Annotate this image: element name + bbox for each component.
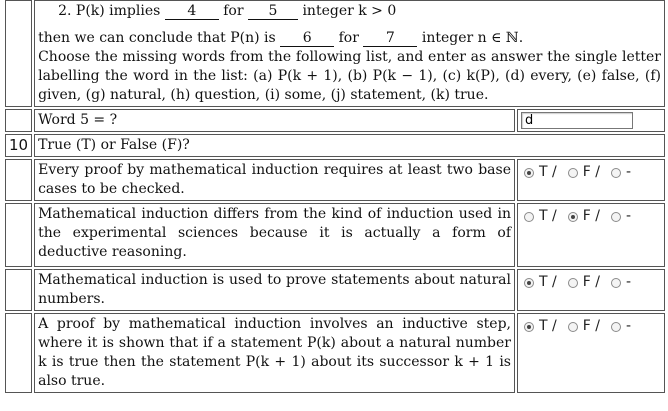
q10-prompt-cell	[34, 134, 665, 157]
row-number-cell	[5, 203, 32, 267]
statement-line-2	[38, 29, 661, 48]
row-number-cell	[5, 313, 32, 393]
radio-true-3[interactable]	[524, 278, 534, 288]
option-label-false: F /	[582, 274, 600, 290]
statement-text-4: A proof by mathematical induction involves an inductive step, where it is shown that if a statement P(k) about a natural number k is true then the statement P(k + 1) about its successor k + 1 is also true.	[34, 313, 515, 393]
option-label-true: T /	[539, 274, 557, 290]
radio-true-4[interactable]	[524, 322, 534, 332]
row-number-cell	[5, 0, 32, 107]
word5-answer-input[interactable]	[521, 112, 633, 129]
radio-false-2[interactable]	[568, 212, 578, 222]
radio-false-4[interactable]	[568, 322, 578, 332]
statement-text-3: Mathematical induction is used to prove statements about natural numbers.	[34, 269, 515, 311]
blank-6: 6	[280, 30, 334, 47]
item-number: 2.	[58, 3, 72, 19]
option-label-true: T /	[539, 208, 557, 224]
word5-label: Word 5 = ?	[38, 112, 118, 128]
statement-line-1	[38, 2, 661, 21]
statement-row-3	[5, 269, 665, 311]
row-number-cell	[5, 269, 32, 311]
radio-none-2[interactable]	[611, 212, 621, 222]
option-label-false: F /	[582, 318, 600, 334]
question-text-row	[5, 0, 665, 107]
text-segment: integer k > 0	[302, 3, 397, 19]
tf-radio-group-2	[521, 205, 661, 226]
radio-false-1[interactable]	[568, 168, 578, 178]
option-label-false: F /	[582, 164, 600, 180]
radio-none-1[interactable]	[611, 168, 621, 178]
tf-radio-group-4	[521, 315, 661, 336]
q10-header-row	[5, 134, 665, 157]
option-label-true: T /	[539, 164, 557, 180]
statement-row-1	[5, 159, 665, 201]
text-segment: then we can conclude that P(n) is	[38, 30, 276, 46]
word5-label-cell	[34, 109, 515, 132]
row-number-cell	[5, 159, 32, 201]
blank-5: 5	[248, 3, 298, 20]
radio-none-4[interactable]	[611, 322, 621, 332]
blank-7: 7	[363, 30, 417, 47]
option-label-none: -	[625, 164, 632, 180]
statement-text-2: Mathematical induction differs from the kind of induction used in the experimental sciences because it is actually a form of deductive reasoning.	[34, 203, 515, 267]
option-label-false: F /	[582, 208, 600, 224]
answer-cell-2	[517, 203, 665, 267]
statement-row-2	[5, 203, 665, 267]
option-label-none: -	[625, 274, 632, 290]
question-number: 10	[5, 134, 32, 157]
radio-true-1[interactable]	[524, 168, 534, 178]
text-segment: P(k) implies	[75, 3, 161, 19]
option-label-none: -	[625, 318, 632, 334]
row-number-cell	[5, 109, 32, 132]
q10-prompt: True (T) or False (F)?	[38, 137, 190, 153]
word5-answer-cell	[517, 109, 665, 132]
text-segment: integer n ∈ ℕ.	[421, 30, 524, 46]
tf-radio-group-1	[521, 161, 661, 182]
text-segment: for	[223, 3, 244, 19]
text-segment: for	[338, 30, 359, 46]
answer-cell-4	[517, 313, 665, 393]
quiz-table	[3, 0, 667, 395]
statement-row-4	[5, 313, 665, 393]
radio-false-3[interactable]	[568, 278, 578, 288]
statement-text-1: Every proof by mathematical induction requires at least two base cases to be checked.	[34, 159, 515, 201]
answer-cell-1	[517, 159, 665, 201]
radio-none-3[interactable]	[611, 278, 621, 288]
word5-row	[5, 109, 665, 132]
option-label-true: T /	[539, 318, 557, 334]
option-label-none: -	[625, 208, 632, 224]
tf-radio-group-3	[521, 271, 661, 292]
blank-4: 4	[165, 3, 219, 20]
instructions-text: Choose the missing words from the following list, and enter as answer the single letter labelling the word in the list: (a) P(k + 1), (b) P(k − 1), (c) k(P), (d) every, (e) false, (f) given, (g) natural, (h) question, (i) some, (j) statement, (k) true.	[38, 49, 661, 103]
question-text-cell	[34, 0, 665, 107]
radio-true-2[interactable]	[524, 212, 534, 222]
answer-cell-3	[517, 269, 665, 311]
